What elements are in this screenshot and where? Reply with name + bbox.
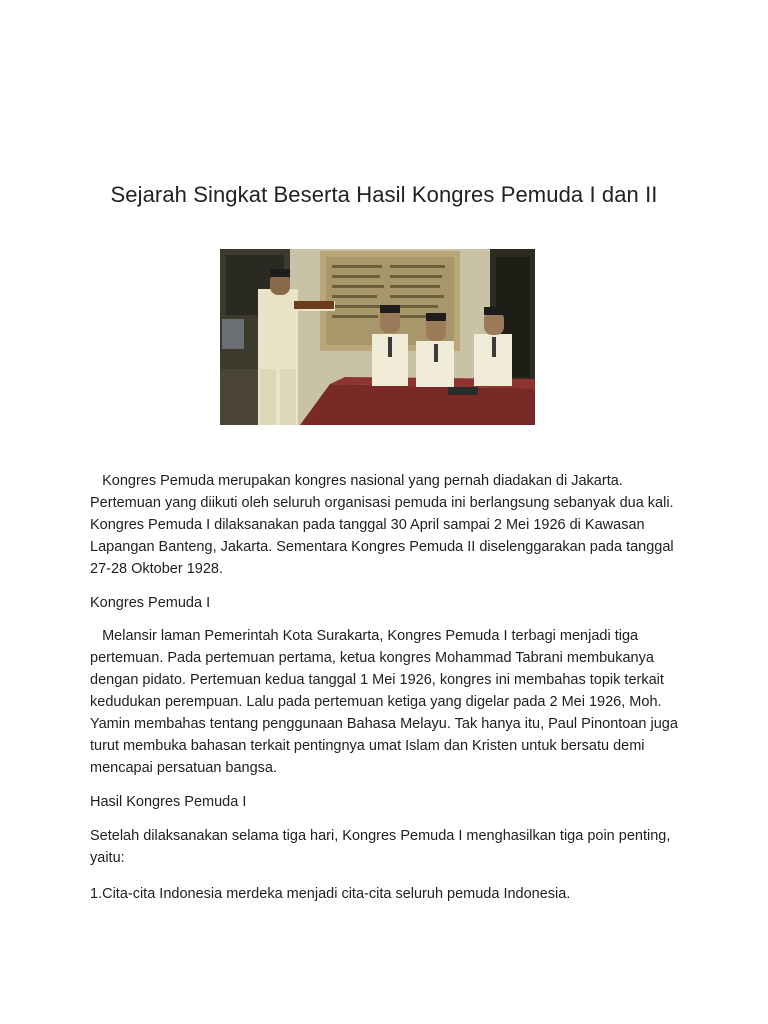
results-intro-paragraph: Setelah dilaksanakan selama tiga hari, Kongres Pemuda I menghasilkan tiga poin penting, yaitu: bbox=[90, 828, 671, 866]
section-heading-kongres-1: Kongres Pemuda I bbox=[90, 595, 211, 611]
intro-paragraph: Kongres Pemuda merupakan kongres nasional yang pernah diadakan di Jakarta. Pertemuan yang diikuti oleh seluruh organisasi pemuda ini berlangsung sebanyak dua kali. Kongres Pemuda I dilaksanakan pada tanggal 30 April sampai 2 Mei 1926 di Kawasan Lapangan Banteng, Jakarta. Sementara Kongres Pemuda II diselenggarakan pada tanggal 27-28 Oktober 1928. bbox=[90, 473, 678, 577]
congress-1-paragraph: Melansir laman Pemerintah Kota Surakarta, Kongres Pemuda I terbagi menjadi tiga pertemuan. Pada pertemuan pertama, ketua kongres Mohammad Tabrani membukanya dengan pidato. Pertemuan kedua tanggal 1 Mei 1926, kongres ini membahas topik terkait kedudukan perempuan. Lalu pada pertemuan ketiga yang digelar pada 2 Mei 1926, Moh. Yamin membahas tentang penggunaan Bahasa Melayu. Tak hanya itu, Paul Pinontoan juga turut membuka bahasan terkait pentingnya umat Islam dan Kristen untuk bersatu demi mencapai persatuan bangsa. bbox=[90, 628, 682, 776]
page-title: Sejarah Singkat Beserta Hasil Kongres Pemuda I dan II bbox=[110, 182, 658, 207]
diorama-photo bbox=[220, 249, 535, 425]
result-item-1: 1.Cita-cita Indonesia merdeka menjadi cita-cita seluruh pemuda Indonesia. bbox=[90, 886, 571, 902]
section-heading-hasil-1: Hasil Kongres Pemuda I bbox=[90, 794, 247, 810]
